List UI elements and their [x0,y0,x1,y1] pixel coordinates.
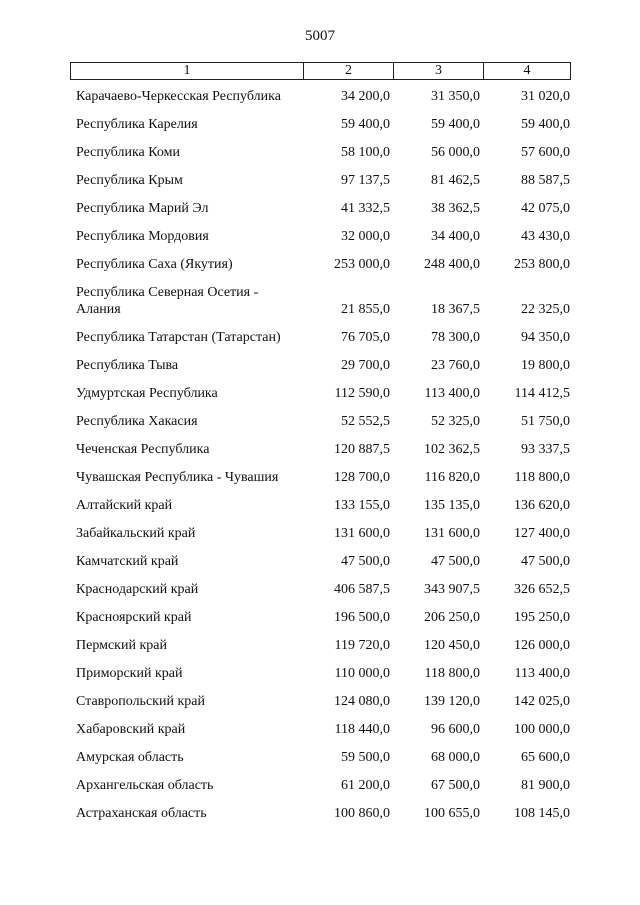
value-col-2: 59 500,0 [341,750,390,765]
value-col-2: 112 590,0 [334,386,390,401]
value-col-4: 65 600,0 [521,750,570,765]
value-col-4: 195 250,0 [514,610,570,625]
value-col-2: 32 000,0 [341,229,390,244]
value-col-2: 128 700,0 [334,470,390,485]
value-col-3: 47 500,0 [431,554,480,569]
value-col-4: 31 020,0 [521,89,570,104]
table-header [70,62,571,80]
value-col-3: 100 655,0 [424,806,480,821]
region-name: Удмуртская Республика [76,386,218,401]
value-col-3: 131 600,0 [424,526,480,541]
value-col-2: 29 700,0 [341,358,390,373]
region-name: Алтайский край [76,498,173,513]
value-col-4: 326 652,5 [514,582,570,597]
value-col-2: 100 860,0 [334,806,390,821]
value-col-4: 100 000,0 [514,722,570,737]
value-col-3: 113 400,0 [424,386,480,401]
value-col-3: 67 500,0 [431,778,480,793]
value-col-3: 343 907,5 [424,582,480,597]
header-col-2: 2 [304,63,394,79]
value-col-3: 81 462,5 [431,173,480,188]
value-col-4: 59 400,0 [521,117,570,132]
value-col-3: 78 300,0 [431,330,480,345]
region-name: Архангельская область [76,778,214,793]
region-name: Камчатский край [76,554,179,569]
region-name: Карачаево-Черкесская Республика [76,89,281,104]
value-col-2: 59 400,0 [341,117,390,132]
value-col-3: 31 350,0 [431,89,480,104]
value-col-3: 59 400,0 [431,117,480,132]
value-col-4: 43 430,0 [521,229,570,244]
value-col-4: 51 750,0 [521,414,570,429]
region-name: Пермский край [76,638,167,653]
value-col-2: 41 332,5 [341,201,390,216]
value-col-3: 56 000,0 [431,145,480,160]
region-name: Краснодарский край [76,582,199,597]
value-col-4: 113 400,0 [514,666,570,681]
header-col-3: 3 [394,63,484,79]
value-col-3: 68 000,0 [431,750,480,765]
region-name: Республика Крым [76,173,183,188]
value-col-4: 108 145,0 [514,806,570,821]
value-col-2: 120 887,5 [334,442,390,457]
value-col-3: 248 400,0 [424,257,480,272]
value-col-2: 196 500,0 [334,610,390,625]
value-col-2: 76 705,0 [341,330,390,345]
value-col-2: 34 200,0 [341,89,390,104]
value-col-3: 102 362,5 [424,442,480,457]
value-col-2: 61 200,0 [341,778,390,793]
value-col-4: 42 075,0 [521,201,570,216]
region-name: Забайкальский край [76,526,196,541]
value-col-4: 126 000,0 [514,638,570,653]
value-col-4: 22 325,0 [521,302,570,317]
region-name: Чувашская Республика - Чувашия [76,470,279,485]
value-col-2: 406 587,5 [334,582,390,597]
value-col-2: 118 440,0 [334,722,390,737]
value-col-4: 93 337,5 [521,442,570,457]
value-col-4: 94 350,0 [521,330,570,345]
value-col-2: 110 000,0 [334,666,390,681]
region-name: Республика Коми [76,145,180,160]
region-name: Чеченская Республика [76,442,210,457]
region-name: Алания [76,302,121,317]
value-col-2: 131 600,0 [334,526,390,541]
value-col-4: 114 412,5 [514,386,570,401]
value-col-4: 88 587,5 [521,173,570,188]
region-name: Астраханская область [76,806,207,821]
value-col-4: 142 025,0 [514,694,570,709]
value-col-4: 57 600,0 [521,145,570,160]
value-col-3: 116 820,0 [424,470,480,485]
region-name: Красноярский край [76,610,192,625]
value-col-4: 253 800,0 [514,257,570,272]
region-name: Хабаровский край [76,722,186,737]
value-col-4: 118 800,0 [514,470,570,485]
value-col-3: 23 760,0 [431,358,480,373]
header-col-1: 1 [71,63,304,79]
value-col-4: 127 400,0 [514,526,570,541]
value-col-2: 119 720,0 [334,638,390,653]
value-col-4: 81 900,0 [521,778,570,793]
region-name: Республика Карелия [76,117,198,132]
region-name: Республика Татарстан (Татарстан) [76,330,281,345]
region-name: Республика Мордовия [76,229,209,244]
value-col-2: 124 080,0 [334,694,390,709]
value-col-4: 136 620,0 [514,498,570,513]
value-col-4: 47 500,0 [521,554,570,569]
value-col-3: 96 600,0 [431,722,480,737]
region-name: Республика Тыва [76,358,179,373]
value-col-3: 139 120,0 [424,694,480,709]
value-col-2: 97 137,5 [341,173,390,188]
value-col-2: 52 552,5 [341,414,390,429]
value-col-2: 58 100,0 [341,145,390,160]
value-col-3: 120 450,0 [424,638,480,653]
value-col-3: 52 325,0 [431,414,480,429]
value-col-2: 133 155,0 [334,498,390,513]
value-col-2: 253 000,0 [334,257,390,272]
value-col-2: 21 855,0 [341,302,390,317]
value-col-3: 206 250,0 [424,610,480,625]
value-col-3: 34 400,0 [431,229,480,244]
region-name: Ставропольский край [76,694,205,709]
value-col-3: 118 800,0 [424,666,480,681]
value-col-3: 135 135,0 [424,498,480,513]
page-number: 5007 [305,28,335,44]
region-name: Республика Северная Осетия - [76,285,259,300]
header-col-4: 4 [523,63,531,78]
value-col-3: 38 362,5 [431,201,480,216]
region-name: Республика Саха (Якутия) [76,257,233,272]
region-name: Амурская область [76,750,184,765]
value-col-2: 47 500,0 [341,554,390,569]
region-name: Республика Хакасия [76,414,198,429]
value-col-4: 19 800,0 [521,358,570,373]
region-name: Республика Марий Эл [76,201,209,216]
value-col-3: 18 367,5 [431,302,480,317]
region-name: Приморский край [76,666,183,681]
